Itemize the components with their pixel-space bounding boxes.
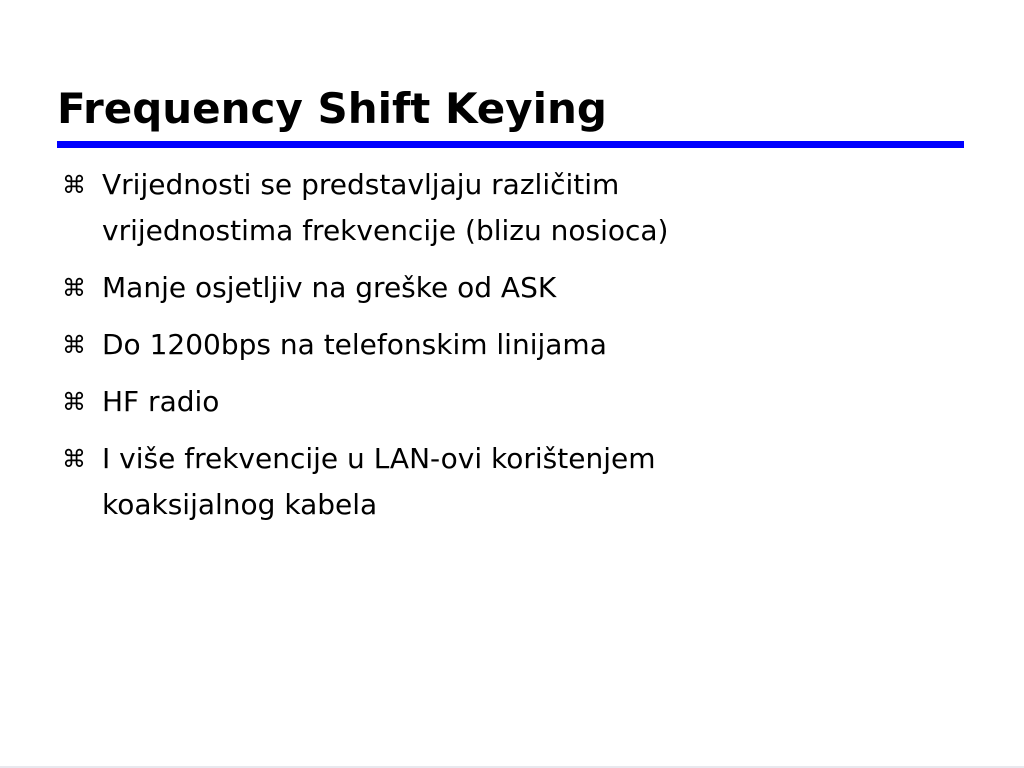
bullet-text: Do 1200bps na telefonskim linijama [102, 328, 607, 361]
slide-title: Frequency Shift Keying [57, 84, 607, 133]
bullet-text: Vrijednosti se predstavljaju različitim vrijednostima frekvencije (blizu nosioca) [102, 168, 669, 247]
bullet-text: I više frekvencije u LAN-ovi korištenjem koaksijalnog kabela [102, 442, 656, 521]
bullet-item [62, 375, 962, 429]
bullet-item [62, 318, 962, 372]
command-key-icon: ⌘ [62, 331, 86, 359]
bullet-item [62, 261, 962, 315]
bullet-item [62, 432, 962, 532]
bullet-text: HF radio [102, 385, 220, 418]
command-key-icon: ⌘ [62, 171, 86, 199]
bullet-item [62, 158, 962, 258]
command-key-icon: ⌘ [62, 388, 86, 416]
bullet-list [62, 158, 962, 535]
command-key-icon: ⌘ [62, 445, 86, 473]
bullet-text: Manje osjetljiv na greške od ASK [102, 271, 557, 304]
command-key-icon: ⌘ [62, 274, 86, 302]
title-underline-rule [57, 141, 964, 148]
